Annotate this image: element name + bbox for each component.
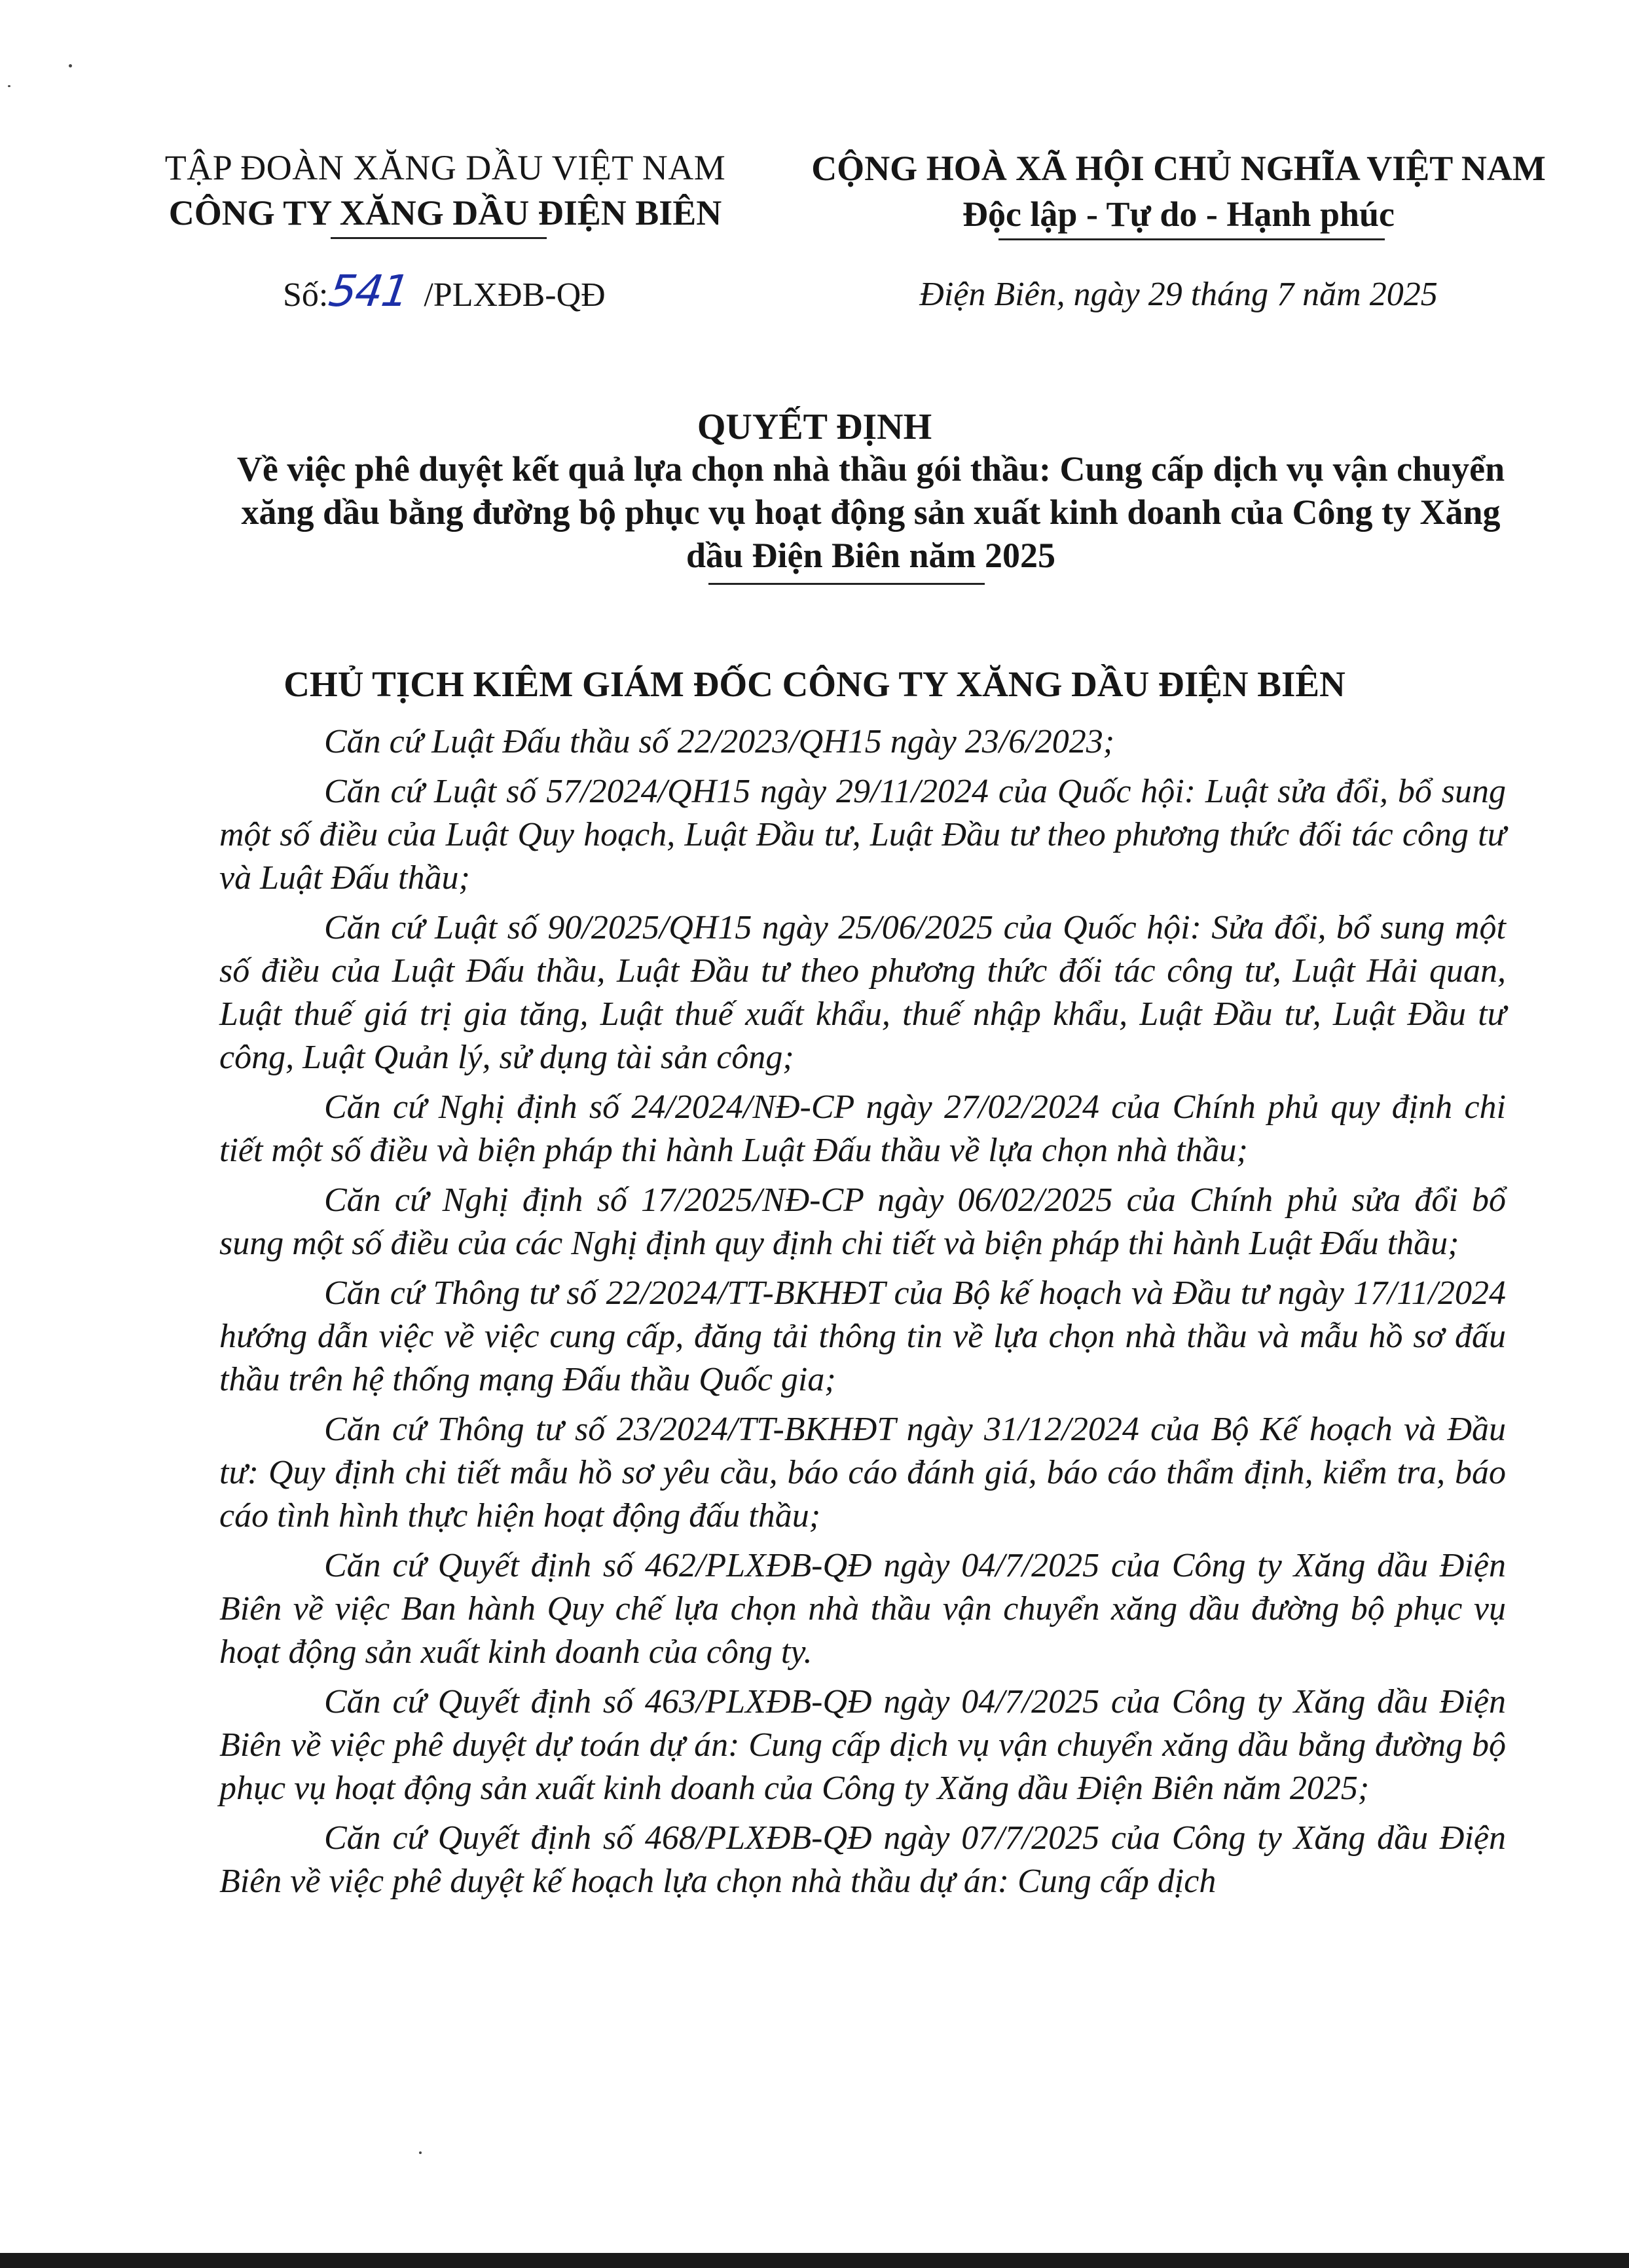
document-number-prefix: Số:: [283, 276, 329, 314]
legal-basis-paragraph: Căn cứ Quyết định số 468/PLXĐB-QĐ ngày 07/7/2025 của Công ty Xăng dầu Điện Biên về việc phê duyệt kế hoạch lựa chọn nhà thầu dự án: Cung cấp dịch: [219, 1819, 1506, 1900]
document-subject: Về việc phê duyệt kết quả lựa chọn nhà thầu gói thầu: Cung cấp dịch vụ vận chuyển xăng dầu bằng đường bộ phục vụ hoạt động sản xuất kinh doanh của Công ty Xăng dầu Điện Biên năm 2025: [236, 449, 1505, 575]
legal-basis-paragraph: Căn cứ Nghị định số 17/2025/NĐ-CP ngày 06/02/2025 của Chính phủ sửa đổi bổ sung một số điều của các Nghị định quy định chi tiết và biện pháp thi hành Luật Đấu thầu;: [219, 1181, 1506, 1262]
national-motto: Độc lập - Tự do - Hạnh phúc: [962, 195, 1395, 234]
legal-basis: [219, 720, 1506, 1910]
legal-basis-paragraph: Căn cứ Thông tư số 22/2024/TT-BKHĐT của Bộ kế hoạch và Đầu tư ngày 17/11/2024 hướng dẫn việc về việc cung cấp, đăng tải thông tin về lựa chọn nhà thầu và mẫu hồ sơ đấu thầu trên hệ thống mạng Đấu thầu Quốc gia;: [219, 1274, 1506, 1398]
legal-basis-paragraph: Căn cứ Thông tư số 23/2024/TT-BKHĐT ngày 31/12/2024 của Bộ Kế hoạch và Đầu tư: Quy định chi tiết mẫu hồ sơ yêu cầu, báo cáo đánh giá, báo cáo thẩm định, kiểm tra, báo cáo tình hình thực hiện hoạt động đấu thầu;: [219, 1411, 1506, 1534]
scan-speck: [8, 85, 10, 87]
legal-basis-paragraph: Căn cứ Nghị định số 24/2024/NĐ-CP ngày 27/02/2024 của Chính phủ quy định chi tiết một số điều và biện pháp thi hành Luật Đấu thầu về lựa chọn nhà thầu;: [219, 1088, 1506, 1169]
document-number-suffix: /PLXĐB-QĐ: [424, 276, 606, 314]
motto-underline: [998, 238, 1385, 240]
organization-header: [151, 145, 740, 236]
document-title: QUYẾT ĐỊNH: [697, 407, 932, 447]
scan-bottom-edge: [0, 2253, 1629, 2268]
parent-organization: TẬP ĐOÀN XĂNG DẦU VIỆT NAM: [164, 148, 726, 187]
subject-underline: [708, 583, 985, 585]
legal-basis-paragraph: Căn cứ Quyết định số 462/PLXĐB-QĐ ngày 04/7/2025 của Công ty Xăng dầu Điện Biên về việc Ban hành Quy chế lựa chọn nhà thầu vận chuyển xăng dầu đường bộ phục vụ hoạt động sản xuất kinh doanh của công ty.: [219, 1547, 1506, 1671]
national-header: [779, 145, 1578, 237]
legal-basis-paragraph: Căn cứ Luật số 57/2024/QH15 ngày 29/11/2024 của Quốc hội: Luật sửa đổi, bổ sung một số điều của Luật Quy hoạch, Luật Đầu tư, Luật Đầu tư theo phương thức đối tác công tư và Luật Đấu thầu;: [219, 773, 1506, 897]
company-underline: [331, 237, 547, 239]
national-title: CỘNG HOÀ XÃ HỘI CHỦ NGHĨA VIỆT NAM: [811, 149, 1546, 188]
issuing-authority: CHỦ TỊCH KIÊM GIÁM ĐỐC CÔNG TY XĂNG DẦU ĐIỆN BIÊN: [284, 664, 1345, 704]
scan-speck: [419, 2151, 422, 2154]
handwritten-number: 541: [326, 266, 412, 316]
company-name: CÔNG TY XĂNG DẦU ĐIỆN BIÊN: [168, 193, 722, 232]
legal-basis-paragraph: Căn cứ Luật số 90/2025/QH15 ngày 25/06/2025 của Quốc hội: Sửa đổi, bổ sung một số điều của Luật Đấu thầu, Luật Đầu tư theo phương thức đối tác công tư, Luật Hải quan, Luật thuế giá trị gia tăng, Luật thuế xuất khẩu, thuế nhập khẩu, Luật Đầu tư, Luật Đầu tư công, Luật Quản lý, sử dụng tài sản công;: [219, 909, 1506, 1076]
legal-basis-paragraph: Căn cứ Quyết định số 463/PLXĐB-QĐ ngày 04/7/2025 của Công ty Xăng dầu Điện Biên về việc phê duyệt dự toán dự án: Cung cấp dịch vụ vận chuyển xăng dầu bằng đường bộ phục vụ hoạt động sản xuất kinh doanh của Công ty Xăng dầu Điện Biên năm 2025;: [219, 1683, 1506, 1807]
legal-basis-paragraph: Căn cứ Luật Đấu thầu số 22/2023/QH15 ngày 23/6/2023;: [324, 723, 1115, 760]
scan-speck: [69, 64, 72, 67]
document-number: [283, 265, 606, 322]
document-date: Điện Biên, ngày 29 tháng 7 năm 2025: [919, 276, 1438, 313]
